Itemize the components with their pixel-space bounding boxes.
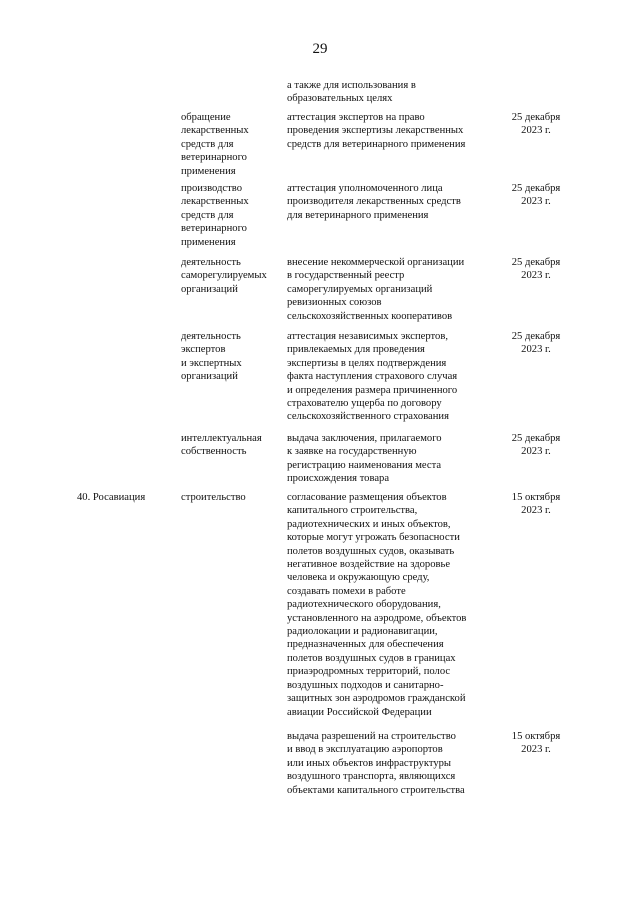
procedure-cell: а также для использования в образовательных целях — [287, 80, 416, 105]
activity-field-cell: деятельность саморегулируемых организаций — [181, 257, 267, 295]
activity-field-cell: строительство — [181, 492, 246, 503]
agency-cell: 40. Росавиация — [77, 492, 146, 503]
procedure-cell: аттестация уполномоченного лица производителя лекарственных средств для ветеринарного применения — [287, 183, 461, 221]
deadline-cell: 15 октября 2023 г. — [511, 492, 561, 517]
deadline-cell: 25 декабря 2023 г. — [511, 331, 561, 356]
deadline-cell: 25 декабря 2023 г. — [511, 433, 561, 458]
activity-field-cell: интеллектуальная собственность — [181, 433, 262, 458]
procedure-cell: выдача заключения, прилагаемого к заявке на государственную регистрацию наименования места происхождения товара — [287, 433, 442, 485]
deadline-cell: 15 октября 2023 г. — [511, 731, 561, 756]
deadline-cell: 25 декабря 2023 г. — [511, 183, 561, 208]
procedure-cell: согласование размещения объектов капитального строительства, радиотехнических и иных объектов, которые могут угрожать безопасности полетов воздушных судов, оказывать негативное воздействие на здоровье человека и окружающую среду, создавать помехи в работе радиотехнического оборудования, установленного на аэродроме, объектов радиолокации и радионавигации, предназначенных для обеспечения полетов воздушных судов в границах приаэродромных территорий, полос воздушных подходов и санитарно- защитных зон аэродромов гражданской авиации Российской Федерации — [287, 492, 467, 718]
deadline-cell: 25 декабря 2023 г. — [511, 257, 561, 282]
page-number: 29 — [312, 41, 328, 57]
activity-field-cell: производство лекарственных средств для ветеринарного применения — [181, 183, 249, 248]
activity-field-cell: обращение лекарственных средств для ветеринарного применения — [181, 112, 249, 177]
deadline-cell: 25 декабря 2023 г. — [511, 112, 561, 137]
procedure-cell: аттестация независимых экспертов, привлекаемых для проведения экспертизы в целях подтверждения факта наступления страхового случая и определения размера причиненного страхователю ущерба по договору сельскохозяйственного страхования — [287, 331, 458, 423]
procedure-cell: аттестация экспертов на право проведения экспертизы лекарственных средств для ветеринарного применения — [287, 112, 466, 150]
procedure-cell: выдача разрешений на строительство и ввод в эксплуатацию аэропортов или иных объектов инфраструктуры воздушного транспорта, являющихся объектами капитального строительства — [287, 731, 465, 796]
procedure-cell: внесение некоммерческой организации в государственный реестр саморегулируемых организаций ревизионных союзов сельскохозяйственных кооперативов — [287, 257, 465, 322]
activity-field-cell: деятельность экспертов и экспертных организаций — [181, 331, 242, 383]
